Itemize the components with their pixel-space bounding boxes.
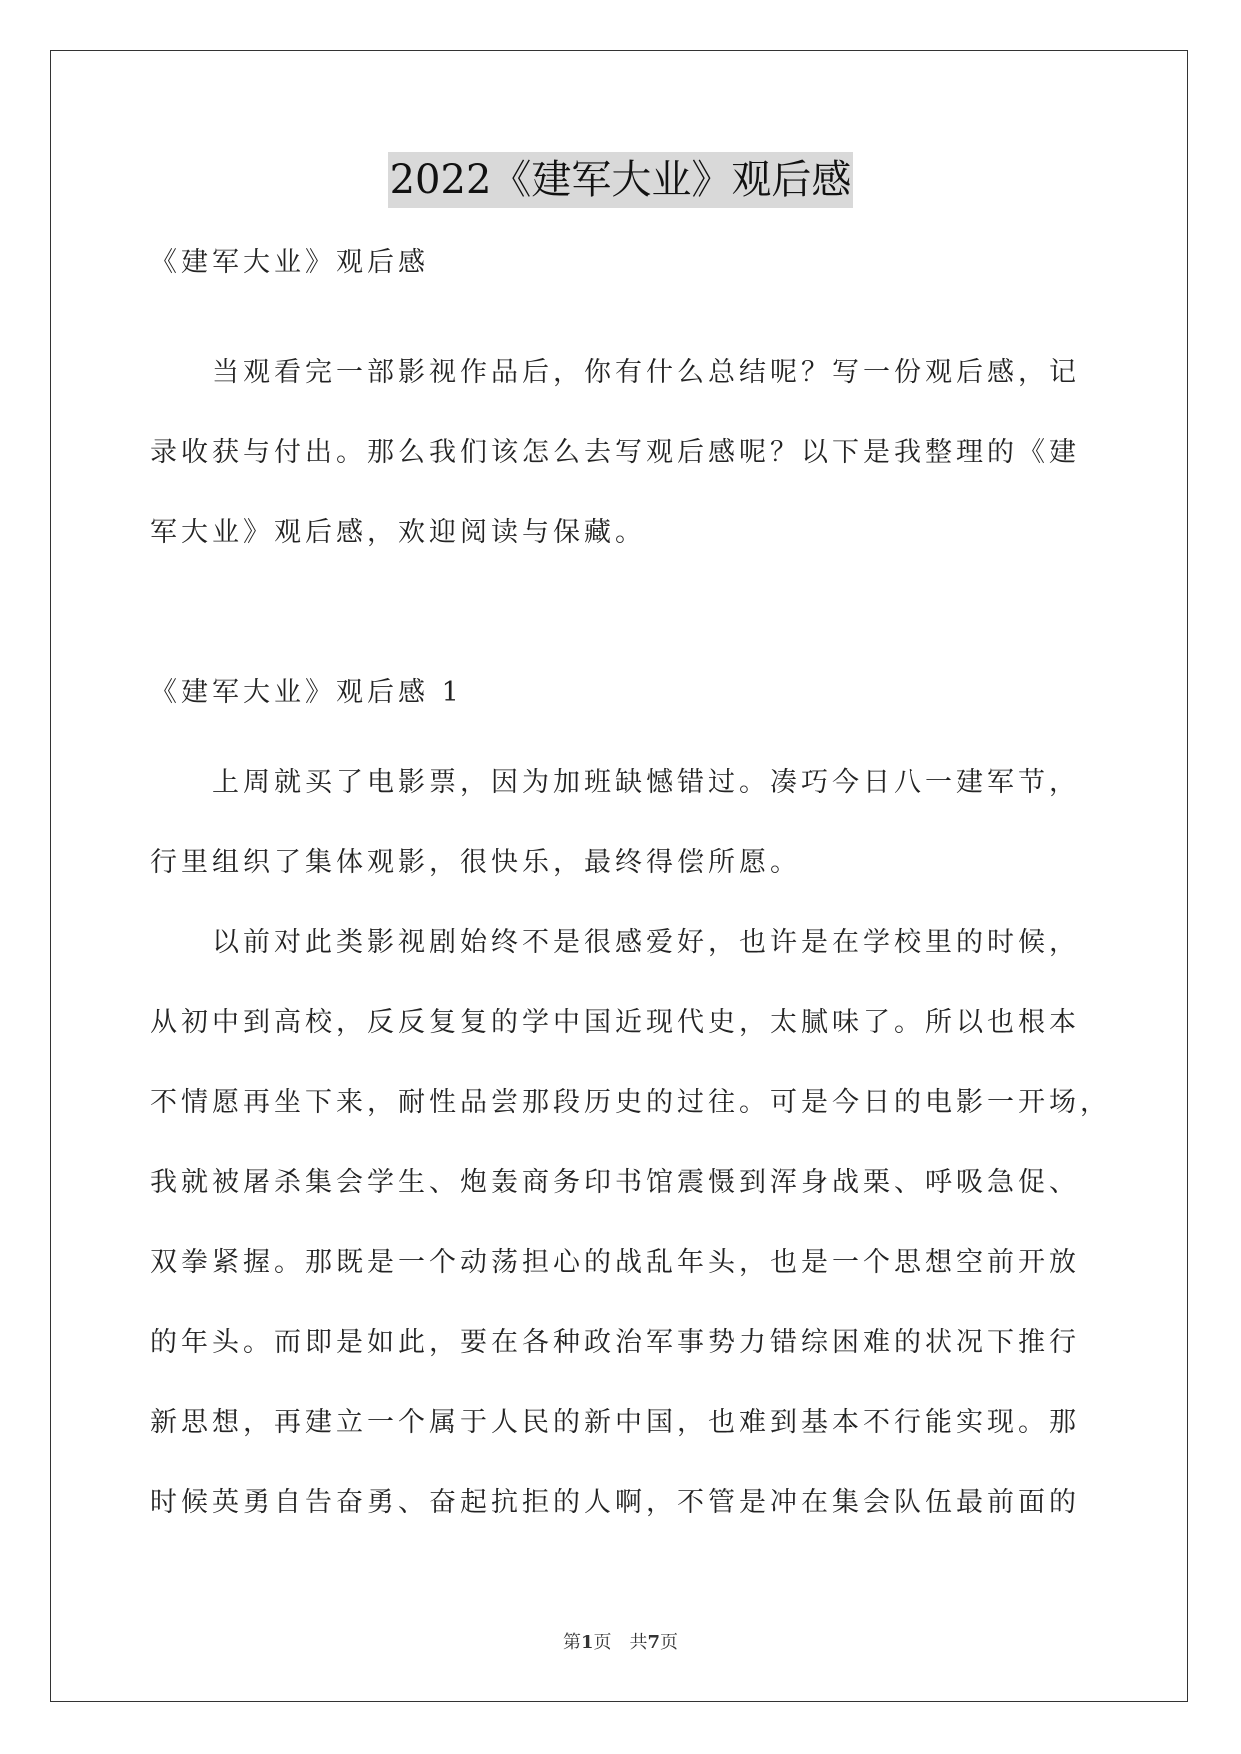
paragraph-line: 新思想，再建立一个属于人民的新中国，也难到基本不行能实现。那	[150, 1407, 1080, 1438]
title-container	[0, 152, 1241, 208]
paragraph-line: 行里组织了集体观影，很快乐，最终得偿所愿。	[150, 847, 801, 878]
footer-prefix: 第	[562, 1632, 581, 1653]
paragraph-line: 以前对此类影视剧始终不是很感爱好，也许是在学校里的时候，	[150, 927, 1080, 958]
paragraph-line: 从初中到高校，反反复复的学中国近现代史，太腻味了。所以也根本	[150, 1007, 1080, 1038]
current-page-number: 1	[580, 1632, 594, 1653]
page-footer	[0, 1628, 1241, 1654]
footer-mid: 页 共	[593, 1632, 648, 1653]
paragraph-line: 时候英勇自告奋勇、奋起抗拒的人啊，不管是冲在集会队伍最前面的	[150, 1487, 1080, 1518]
total-page-number: 7	[647, 1632, 661, 1653]
section-heading: 《建军大业》观后感 1	[150, 677, 463, 708]
paragraph-line: 军大业》观后感，欢迎阅读与保藏。	[150, 517, 646, 548]
paragraph-line: 不情愿再坐下来，耐性品尝那段历史的过往。可是今日的电影一开场，	[150, 1087, 1111, 1118]
document-title: 2022《建军大业》观后感	[388, 152, 854, 208]
paragraph-line: 当观看完一部影视作品后，你有什么总结呢？写一份观后感，记	[150, 357, 1080, 388]
paragraph-line: 的年头。而即是如此，要在各种政治军事势力错综困难的状况下推行	[150, 1327, 1080, 1358]
section-heading: 《建军大业》观后感	[150, 247, 429, 278]
paragraph-line: 双拳紧握。那既是一个动荡担心的战乱年头，也是一个思想空前开放	[150, 1247, 1080, 1278]
paragraph-line: 我就被屠杀集会学生、炮轰商务印书馆震慑到浑身战栗、呼吸急促、	[150, 1167, 1080, 1198]
paragraph-line: 上周就买了电影票，因为加班缺憾错过。凑巧今日八一建军节，	[150, 767, 1080, 798]
paragraph-line: 录收获与付出。那么我们该怎么去写观后感呢？以下是我整理的《建	[150, 437, 1080, 468]
footer-suffix: 页	[660, 1632, 679, 1653]
